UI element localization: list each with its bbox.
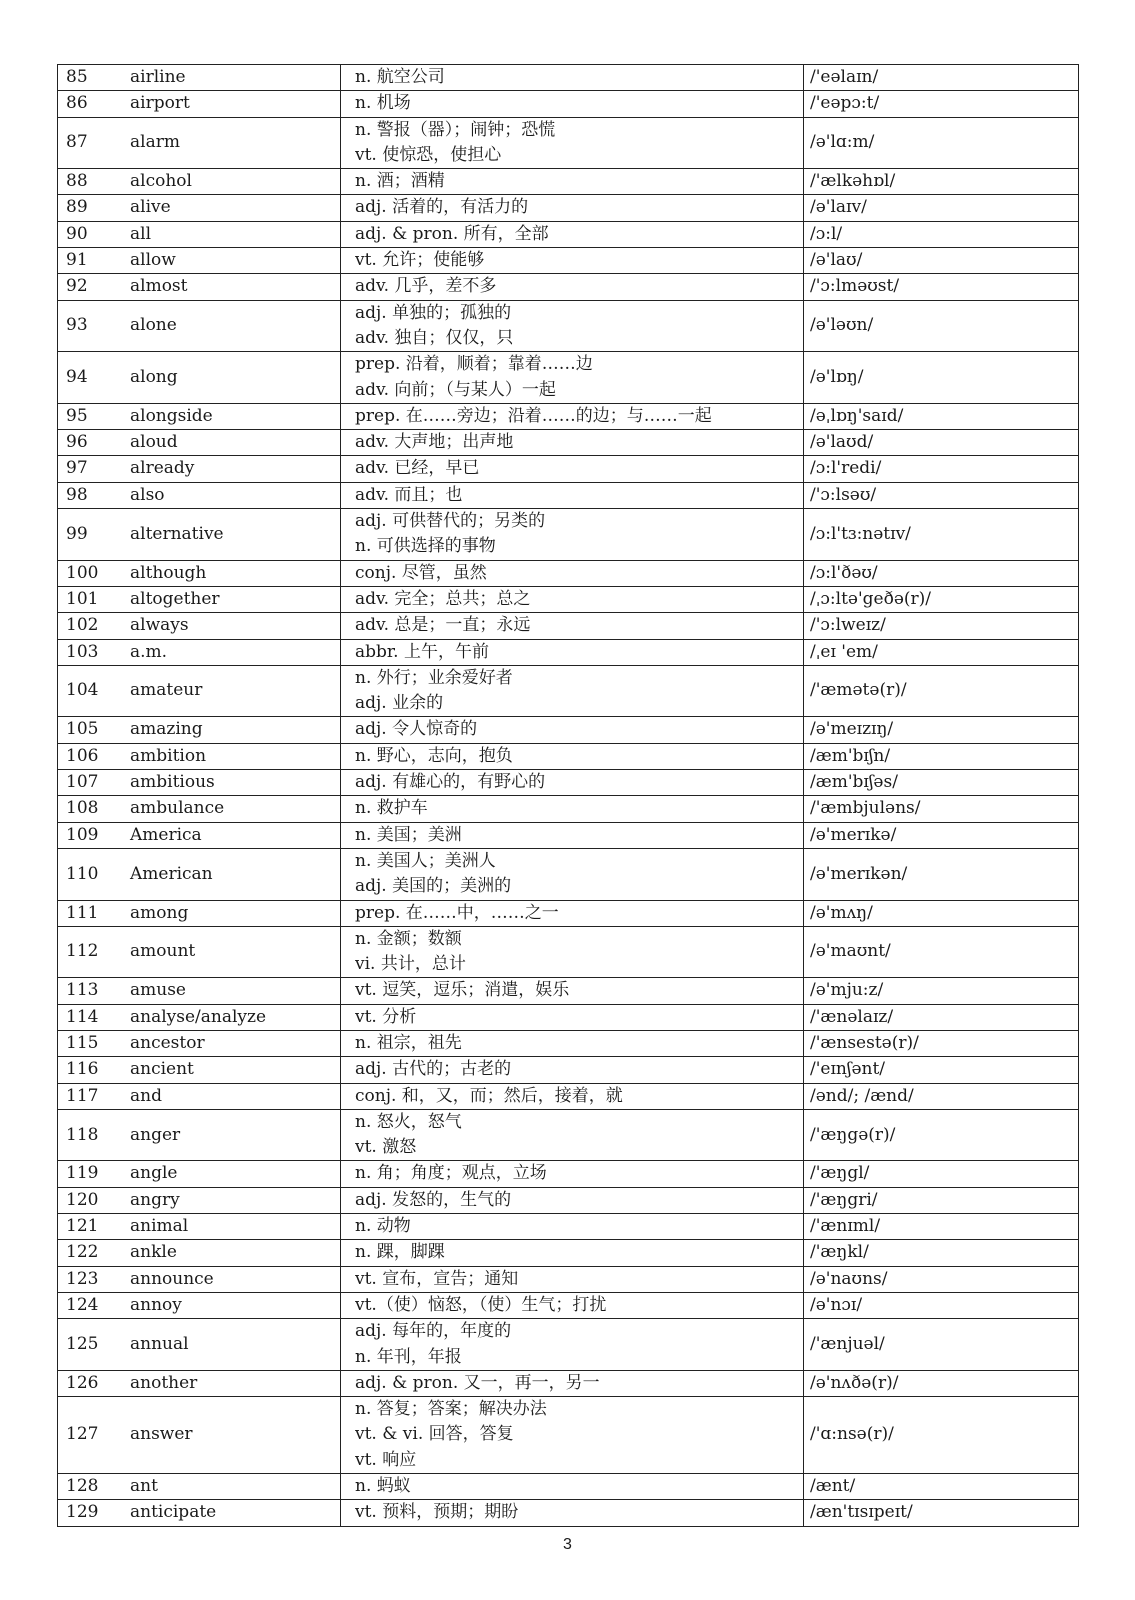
vocab-row [58, 639, 1079, 665]
entry-number: 121 [58, 1214, 129, 1240]
entry-phonetic: /'eɪnʃənt/ [804, 1057, 1079, 1083]
entry-definition [341, 195, 804, 221]
definition-line: prep. 沿着，顺着；靠着……边 [355, 354, 593, 375]
vocab-row [58, 1109, 1079, 1161]
entry-definition [341, 822, 804, 848]
entry-number: 125 [58, 1319, 129, 1371]
vocab-row [58, 1474, 1079, 1500]
definition-line: n. 可供选择的事物 [355, 536, 496, 557]
entry-phonetic: /ə'nɔɪ/ [804, 1292, 1079, 1318]
entry-phonetic: /ænt/ [804, 1474, 1079, 1500]
vocab-row [58, 248, 1079, 274]
entry-word: alive [128, 195, 341, 221]
definition-line: n. 酒；酒精 [355, 171, 445, 192]
definition-line: adj. 每年的，年度的 [355, 1321, 512, 1342]
vocab-row [58, 403, 1079, 429]
vocab-row [58, 1214, 1079, 1240]
vocab-row [58, 456, 1079, 482]
definition-line: n. 机场 [355, 93, 411, 114]
vocab-row [58, 169, 1079, 195]
entry-phonetic: /'æŋgl/ [804, 1161, 1079, 1187]
vocab-row [58, 1370, 1079, 1396]
definition-line: n. 警报（器）；闹钟；恐慌 [355, 119, 556, 140]
entry-phonetic: /ə'nʌðə(r)/ [804, 1370, 1079, 1396]
entry-phonetic: /æn'tɪsɪpeɪt/ [804, 1500, 1079, 1526]
entry-phonetic: /ɔ:l/ [804, 221, 1079, 247]
entry-number: 115 [58, 1030, 129, 1056]
entry-word: also [128, 482, 341, 508]
entry-word: airline [128, 65, 341, 91]
vocab-row [58, 117, 1079, 169]
definition-line: adv. 已经，早已 [355, 458, 480, 479]
entry-word: ancient [128, 1057, 341, 1083]
entry-phonetic: /ə'merɪkən/ [804, 848, 1079, 900]
entry-word: and [128, 1083, 341, 1109]
entry-word: ambulance [128, 796, 341, 822]
vocab-row [58, 900, 1079, 926]
entry-definition [341, 1109, 804, 1161]
entry-word: annual [128, 1319, 341, 1371]
vocab-row [58, 717, 1079, 743]
entry-number: 123 [58, 1266, 129, 1292]
definition-line: prep. 在……中，……之一 [355, 902, 559, 923]
entry-phonetic: /'æŋgə(r)/ [804, 1109, 1079, 1161]
entry-definition [341, 1370, 804, 1396]
entry-number: 110 [58, 848, 129, 900]
entry-definition [341, 1057, 804, 1083]
vocab-row [58, 430, 1079, 456]
definition-line: adv. 独自；仅仅，只 [355, 327, 514, 348]
entry-definition [341, 1397, 804, 1474]
definition-line: n. 野心，志向，抱负 [355, 745, 513, 766]
entry-word: almost [128, 274, 341, 300]
entry-word: alarm [128, 117, 341, 169]
entry-number: 107 [58, 770, 129, 796]
entry-phonetic: /'ɔ:lsəʊ/ [804, 482, 1079, 508]
entry-phonetic: /ɔ:l'redi/ [804, 456, 1079, 482]
definition-line: n. 祖宗，祖先 [355, 1032, 462, 1053]
definition-line: adj. 发怒的，生气的 [355, 1189, 512, 1210]
entry-word: anger [128, 1109, 341, 1161]
definition-line: n. 美国人；美洲人 [355, 850, 496, 871]
entry-number: 95 [58, 403, 129, 429]
entry-definition [341, 1474, 804, 1500]
entry-definition [341, 1030, 804, 1056]
vocab-row [58, 221, 1079, 247]
entry-number: 113 [58, 978, 129, 1004]
entry-word: alone [128, 300, 341, 352]
definition-line: n. 救护车 [355, 798, 428, 819]
entry-definition [341, 509, 804, 561]
vocabulary-table [57, 64, 1079, 1527]
vocab-row [58, 1057, 1079, 1083]
definition-line: conj. 和，又，而；然后，接着，就 [355, 1085, 623, 1106]
entry-phonetic: /'æmbjuləns/ [804, 796, 1079, 822]
vocab-row [58, 1004, 1079, 1030]
definition-line: n. 动物 [355, 1216, 411, 1237]
entry-phonetic: /ə'naʊns/ [804, 1266, 1079, 1292]
entry-word: American [128, 848, 341, 900]
entry-definition [341, 560, 804, 586]
entry-phonetic: /'ælkəhɒl/ [804, 169, 1079, 195]
entry-word: announce [128, 1266, 341, 1292]
entry-number: 98 [58, 482, 129, 508]
entry-number: 117 [58, 1083, 129, 1109]
entry-phonetic: /ə'merɪkə/ [804, 822, 1079, 848]
entry-definition [341, 743, 804, 769]
definition-line: vt. 激怒 [355, 1137, 417, 1158]
vocab-row [58, 978, 1079, 1004]
entry-word: animal [128, 1214, 341, 1240]
entry-definition [341, 65, 804, 91]
entry-number: 119 [58, 1161, 129, 1187]
vocab-row [58, 613, 1079, 639]
entry-word: among [128, 900, 341, 926]
entry-number: 104 [58, 665, 129, 717]
entry-number: 87 [58, 117, 129, 169]
entry-phonetic: /'ɑ:nsə(r)/ [804, 1397, 1079, 1474]
entry-word: alcohol [128, 169, 341, 195]
entry-phonetic: /'ɔ:lməʊst/ [804, 274, 1079, 300]
vocabulary-table-body [58, 65, 1079, 1527]
definition-line: adv. 向前；（与某人）一起 [355, 379, 556, 400]
entry-definition [341, 1004, 804, 1030]
definition-line: vt. 响应 [355, 1449, 417, 1470]
entry-word: aloud [128, 430, 341, 456]
entry-definition [341, 1266, 804, 1292]
vocab-row [58, 1319, 1079, 1371]
entry-word: ant [128, 1474, 341, 1500]
entry-definition [341, 665, 804, 717]
definition-line: adv. 总是；一直；永远 [355, 615, 531, 636]
definition-line: adv. 大声地；出声地 [355, 432, 514, 453]
entry-definition [341, 1187, 804, 1213]
entry-word: altogether [128, 586, 341, 612]
entry-definition [341, 586, 804, 612]
entry-word: alternative [128, 509, 341, 561]
entry-number: 103 [58, 639, 129, 665]
entry-word: angry [128, 1187, 341, 1213]
entry-definition [341, 639, 804, 665]
definition-line: adj. 单独的；孤独的 [355, 302, 512, 323]
entry-number: 126 [58, 1370, 129, 1396]
entry-definition [341, 248, 804, 274]
entry-phonetic: /ə'lɒŋ/ [804, 352, 1079, 404]
entry-word: ankle [128, 1240, 341, 1266]
definition-line: adj. 古代的；古老的 [355, 1059, 512, 1080]
definition-line: vi. 共计，总计 [355, 954, 466, 975]
entry-phonetic: /ə'lɑ:m/ [804, 117, 1079, 169]
entry-number: 94 [58, 352, 129, 404]
entry-definition [341, 91, 804, 117]
entry-phonetic: /ɔ:l'ðəʊ/ [804, 560, 1079, 586]
entry-number: 118 [58, 1109, 129, 1161]
vocab-row [58, 1292, 1079, 1318]
entry-phonetic: /əˌlɒŋ'saɪd/ [804, 403, 1079, 429]
entry-word: always [128, 613, 341, 639]
entry-definition [341, 717, 804, 743]
entry-word: airport [128, 91, 341, 117]
vocab-row [58, 822, 1079, 848]
definition-line: vt. 使惊恐，使担心 [355, 144, 502, 165]
definition-line: adj. & pron. 又一，再一，另一 [355, 1372, 600, 1393]
entry-word: answer [128, 1397, 341, 1474]
definition-line: n. 角；角度；观点，立场 [355, 1163, 547, 1184]
entry-word: along [128, 352, 341, 404]
entry-definition [341, 169, 804, 195]
vocab-row [58, 352, 1079, 404]
vocab-row [58, 300, 1079, 352]
entry-definition [341, 1161, 804, 1187]
vocab-row [58, 1187, 1079, 1213]
entry-phonetic: /'eəlaɪn/ [804, 65, 1079, 91]
entry-number: 93 [58, 300, 129, 352]
entry-definition [341, 613, 804, 639]
entry-phonetic: /ə'ləʊn/ [804, 300, 1079, 352]
entry-phonetic: /ə'meɪzɪŋ/ [804, 717, 1079, 743]
entry-definition [341, 770, 804, 796]
entry-definition [341, 117, 804, 169]
entry-number: 116 [58, 1057, 129, 1083]
entry-number: 92 [58, 274, 129, 300]
entry-phonetic: /'ænɪml/ [804, 1214, 1079, 1240]
entry-word: ambition [128, 743, 341, 769]
entry-definition [341, 221, 804, 247]
entry-number: 99 [58, 509, 129, 561]
entry-phonetic: /ənd/; /ænd/ [804, 1083, 1079, 1109]
definition-line: prep. 在……旁边；沿着……的边；与……一起 [355, 405, 712, 426]
vocab-row [58, 91, 1079, 117]
vocab-row [58, 1397, 1079, 1474]
entry-word: amazing [128, 717, 341, 743]
entry-word: annoy [128, 1292, 341, 1318]
entry-definition [341, 900, 804, 926]
entry-number: 97 [58, 456, 129, 482]
definition-line: vt. 逗笑，逗乐；消遣，娱乐 [355, 980, 570, 1001]
vocab-row [58, 1240, 1079, 1266]
definition-line: abbr. 上午，午前 [355, 641, 489, 662]
page-number: 3 [563, 1536, 572, 1553]
entry-phonetic: /ˌɔ:ltə'geðə(r)/ [804, 586, 1079, 612]
entry-phonetic: /'æŋkl/ [804, 1240, 1079, 1266]
entry-word: amuse [128, 978, 341, 1004]
entry-word: although [128, 560, 341, 586]
definition-line: vt. 分析 [355, 1006, 417, 1027]
definition-line: conj. 尽管，虽然 [355, 562, 487, 583]
entry-number: 122 [58, 1240, 129, 1266]
entry-phonetic: /ˌeɪ 'em/ [804, 639, 1079, 665]
definition-line: n. 怒火，怒气 [355, 1111, 462, 1132]
entry-word: all [128, 221, 341, 247]
entry-definition [341, 352, 804, 404]
entry-number: 129 [58, 1500, 129, 1526]
definition-line: n. 外行；业余爱好者 [355, 667, 513, 688]
vocab-row [58, 1161, 1079, 1187]
entry-number: 120 [58, 1187, 129, 1213]
entry-number: 89 [58, 195, 129, 221]
entry-definition [341, 978, 804, 1004]
definition-line: adj. 美国的；美洲的 [355, 876, 512, 897]
entry-number: 112 [58, 926, 129, 978]
entry-number: 105 [58, 717, 129, 743]
entry-number: 124 [58, 1292, 129, 1318]
definition-line: n. 年刊，年报 [355, 1346, 462, 1367]
entry-definition [341, 1292, 804, 1318]
entry-phonetic: /ə'mju:z/ [804, 978, 1079, 1004]
vocab-row [58, 1030, 1079, 1056]
entry-phonetic: /'æmətə(r)/ [804, 665, 1079, 717]
entry-definition [341, 1319, 804, 1371]
entry-number: 100 [58, 560, 129, 586]
entry-number: 127 [58, 1397, 129, 1474]
entry-phonetic: /'eəpɔ:t/ [804, 91, 1079, 117]
vocab-row [58, 560, 1079, 586]
vocab-row [58, 482, 1079, 508]
entry-number: 86 [58, 91, 129, 117]
entry-number: 90 [58, 221, 129, 247]
definition-line: vt.（使）恼怒，（使）生气；打扰 [355, 1294, 607, 1315]
entry-phonetic: /'ænəlaɪz/ [804, 1004, 1079, 1030]
definition-line: vt. & vi. 回答，答复 [355, 1424, 514, 1445]
entry-definition [341, 274, 804, 300]
entry-definition [341, 1500, 804, 1526]
entry-definition [341, 1083, 804, 1109]
entry-number: 114 [58, 1004, 129, 1030]
vocab-row [58, 796, 1079, 822]
entry-definition [341, 403, 804, 429]
entry-number: 96 [58, 430, 129, 456]
entry-word: a.m. [128, 639, 341, 665]
vocab-row [58, 770, 1079, 796]
entry-word: already [128, 456, 341, 482]
definition-line: adj. 业余的 [355, 693, 444, 714]
entry-phonetic: /ə'laɪv/ [804, 195, 1079, 221]
entry-number: 109 [58, 822, 129, 848]
entry-number: 106 [58, 743, 129, 769]
entry-definition [341, 796, 804, 822]
entry-number: 128 [58, 1474, 129, 1500]
entry-word: anticipate [128, 1500, 341, 1526]
vocab-row [58, 1500, 1079, 1526]
vocab-row [58, 274, 1079, 300]
definition-line: adv. 几乎，差不多 [355, 276, 497, 297]
entry-word: another [128, 1370, 341, 1396]
vocab-row [58, 848, 1079, 900]
entry-number: 101 [58, 586, 129, 612]
definition-line: n. 美国；美洲 [355, 824, 462, 845]
vocab-row [58, 926, 1079, 978]
definition-line: adj. 有雄心的，有野心的 [355, 772, 546, 793]
entry-phonetic: /'æŋgri/ [804, 1187, 1079, 1213]
definition-line: n. 蚂蚁 [355, 1476, 411, 1497]
vocab-row [58, 1083, 1079, 1109]
entry-word: angle [128, 1161, 341, 1187]
entry-word: alongside [128, 403, 341, 429]
entry-word: analyse/analyze [128, 1004, 341, 1030]
definition-line: adj. & pron. 所有，全部 [355, 223, 549, 244]
vocab-row [58, 586, 1079, 612]
entry-phonetic: /'ɔ:lweɪz/ [804, 613, 1079, 639]
definition-line: vt. 允许；使能够 [355, 250, 485, 271]
definition-line: adv. 完全；总共；总之 [355, 588, 531, 609]
entry-definition [341, 482, 804, 508]
definition-line: adj. 可供替代的；另类的 [355, 511, 546, 532]
entry-definition [341, 1214, 804, 1240]
entry-phonetic: /ɔ:l'tɜ:nətɪv/ [804, 509, 1079, 561]
entry-definition [341, 926, 804, 978]
entry-word: allow [128, 248, 341, 274]
entry-word: America [128, 822, 341, 848]
entry-definition [341, 300, 804, 352]
vocab-row [58, 509, 1079, 561]
entry-number: 88 [58, 169, 129, 195]
definition-line: n. 金额；数额 [355, 928, 462, 949]
definition-line: adj. 令人惊奇的 [355, 719, 478, 740]
entry-phonetic: /'ænjuəl/ [804, 1319, 1079, 1371]
vocab-row [58, 195, 1079, 221]
entry-definition [341, 848, 804, 900]
vocab-row [58, 665, 1079, 717]
definition-line: adj. 活着的，有活力的 [355, 197, 529, 218]
definition-line: vt. 宣布，宣告；通知 [355, 1268, 519, 1289]
entry-definition [341, 430, 804, 456]
vocab-row [58, 1266, 1079, 1292]
entry-definition [341, 456, 804, 482]
entry-phonetic: /æm'bɪʃn/ [804, 743, 1079, 769]
entry-phonetic: /æm'bɪʃəs/ [804, 770, 1079, 796]
entry-phonetic: /ə'maʊnt/ [804, 926, 1079, 978]
entry-phonetic: /ə'laʊd/ [804, 430, 1079, 456]
entry-word: ambitious [128, 770, 341, 796]
entry-word: amateur [128, 665, 341, 717]
entry-definition [341, 1240, 804, 1266]
definition-line: n. 踝，脚踝 [355, 1242, 445, 1263]
vocab-row [58, 743, 1079, 769]
entry-phonetic: /ə'mʌŋ/ [804, 900, 1079, 926]
definition-line: n. 航空公司 [355, 67, 445, 87]
definition-line: vt. 预料，预期；期盼 [355, 1502, 519, 1523]
entry-word: amount [128, 926, 341, 978]
vocab-row [58, 65, 1079, 91]
entry-phonetic: /ə'laʊ/ [804, 248, 1079, 274]
definition-line: n. 答复；答案；解决办法 [355, 1399, 547, 1420]
entry-number: 85 [58, 65, 129, 91]
entry-number: 108 [58, 796, 129, 822]
entry-number: 111 [58, 900, 129, 926]
entry-word: ancestor [128, 1030, 341, 1056]
entry-phonetic: /'ænsestə(r)/ [804, 1030, 1079, 1056]
entry-number: 91 [58, 248, 129, 274]
entry-number: 102 [58, 613, 129, 639]
definition-line: adv. 而且；也 [355, 484, 463, 505]
